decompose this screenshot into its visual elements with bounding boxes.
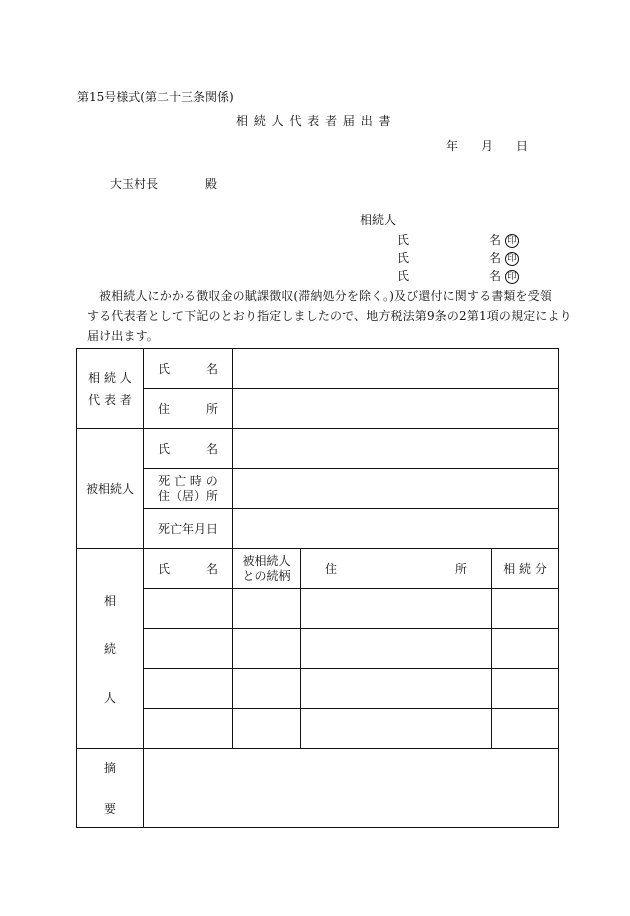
applicant-mei: 名 bbox=[489, 251, 502, 265]
heir-address-field[interactable] bbox=[301, 629, 492, 669]
deceased-label: 被相続人 bbox=[77, 429, 144, 549]
heir-row bbox=[77, 709, 559, 749]
label-char: 名 bbox=[205, 442, 218, 456]
registration-table bbox=[76, 348, 559, 828]
rep-name-field[interactable] bbox=[233, 349, 559, 389]
death-address-label bbox=[144, 469, 233, 509]
heirs-col-address bbox=[301, 549, 492, 589]
label-char: 氏 bbox=[158, 442, 171, 456]
applicants-heading: 相続人 bbox=[360, 213, 397, 227]
death-date-field[interactable] bbox=[233, 509, 559, 549]
rep-name-label bbox=[144, 349, 233, 389]
heir-share-field[interactable] bbox=[492, 589, 559, 629]
death-date-label: 死亡年月日 bbox=[144, 509, 233, 549]
death-address-field[interactable] bbox=[233, 469, 559, 509]
heir-address-field[interactable] bbox=[301, 669, 492, 709]
heir-row bbox=[77, 669, 559, 709]
applicant-row bbox=[397, 249, 527, 266]
label-char: 住 bbox=[158, 402, 171, 416]
seal-mark: 印 bbox=[505, 252, 519, 266]
date-day: 日 bbox=[516, 139, 529, 153]
document-title: 相 続 人 代 表 者 届 出 書 bbox=[236, 114, 392, 128]
applicant-row bbox=[397, 267, 527, 284]
addressee-name: 大玉村長 bbox=[110, 177, 159, 191]
representative-label-line: 相 続 人 bbox=[88, 370, 132, 385]
body-line: 届け出ます。 bbox=[87, 329, 159, 343]
heir-relation-field[interactable] bbox=[233, 669, 301, 709]
heirs-label-char: 相 bbox=[103, 593, 116, 608]
heir-name-field[interactable] bbox=[144, 589, 233, 629]
date-month: 月 bbox=[481, 139, 494, 153]
body-paragraph bbox=[87, 286, 572, 346]
applicant-shi: 氏 bbox=[397, 251, 410, 265]
label-char: 住 bbox=[325, 562, 338, 576]
heir-relation-field[interactable] bbox=[233, 629, 301, 669]
applicant-shi: 氏 bbox=[397, 233, 410, 247]
heir-address-field[interactable] bbox=[301, 589, 492, 629]
label-char: 所 bbox=[205, 402, 218, 416]
heir-share-field[interactable] bbox=[492, 629, 559, 669]
heir-relation-field[interactable] bbox=[233, 709, 301, 749]
label-char: 氏 bbox=[158, 562, 171, 576]
remarks-label-char: 摘 bbox=[103, 761, 116, 775]
remarks-label bbox=[77, 749, 144, 828]
heirs-col-share: 相 続 分 bbox=[492, 549, 559, 589]
heirs-col-relation bbox=[233, 549, 301, 589]
applicant-mei: 名 bbox=[489, 269, 502, 283]
label-char: 名 bbox=[205, 562, 218, 576]
relation-label-line: 被相続人 bbox=[242, 553, 291, 568]
addressee-honorific: 殿 bbox=[205, 177, 218, 191]
remarks-label-char: 要 bbox=[103, 802, 116, 816]
heirs-label-char: 続 bbox=[103, 642, 116, 656]
seal-mark: 印 bbox=[505, 270, 519, 284]
body-line: する代表者として下記のとおり指定しましたので、地方税法第9条の2第1項の規定により bbox=[87, 309, 572, 323]
heir-address-field[interactable] bbox=[301, 709, 492, 749]
label-char: 氏 bbox=[158, 362, 171, 376]
remarks-field[interactable] bbox=[144, 749, 559, 828]
body-line: 被相続人にかかる徴収金の賦課徴収(滞納処分を除く。)及び還付に関する書類を受領 bbox=[99, 289, 552, 303]
heir-row bbox=[77, 629, 559, 669]
deceased-name-field[interactable] bbox=[233, 429, 559, 469]
date-year: 年 bbox=[446, 139, 459, 153]
label-char: 名 bbox=[205, 362, 218, 376]
seal-mark: 印 bbox=[505, 234, 519, 248]
representative-label bbox=[77, 349, 144, 429]
label-char: 所 bbox=[454, 562, 467, 576]
representative-label-line: 代 表 者 bbox=[88, 392, 132, 407]
heir-name-field[interactable] bbox=[144, 669, 233, 709]
death-address-label-line: 死 亡 時 の bbox=[158, 473, 218, 488]
applicant-shi: 氏 bbox=[397, 269, 410, 283]
heir-name-field[interactable] bbox=[144, 629, 233, 669]
heir-share-field[interactable] bbox=[492, 669, 559, 709]
heirs-col-name bbox=[144, 549, 233, 589]
heir-name-field[interactable] bbox=[144, 709, 233, 749]
rep-address-label bbox=[144, 389, 233, 429]
heirs-label bbox=[77, 549, 144, 749]
death-address-label-line: 住（居）所 bbox=[157, 488, 218, 503]
heirs-label-char: 人 bbox=[103, 690, 116, 705]
applicant-row bbox=[397, 231, 527, 248]
rep-address-field[interactable] bbox=[233, 389, 559, 429]
deceased-name-label bbox=[144, 429, 233, 469]
relation-label-line: との続柄 bbox=[242, 568, 291, 583]
heir-row bbox=[77, 589, 559, 629]
heir-share-field[interactable] bbox=[492, 709, 559, 749]
form-number: 第15号様式(第二十三条関係) bbox=[77, 90, 234, 104]
heir-relation-field[interactable] bbox=[233, 589, 301, 629]
applicant-mei: 名 bbox=[489, 233, 502, 247]
